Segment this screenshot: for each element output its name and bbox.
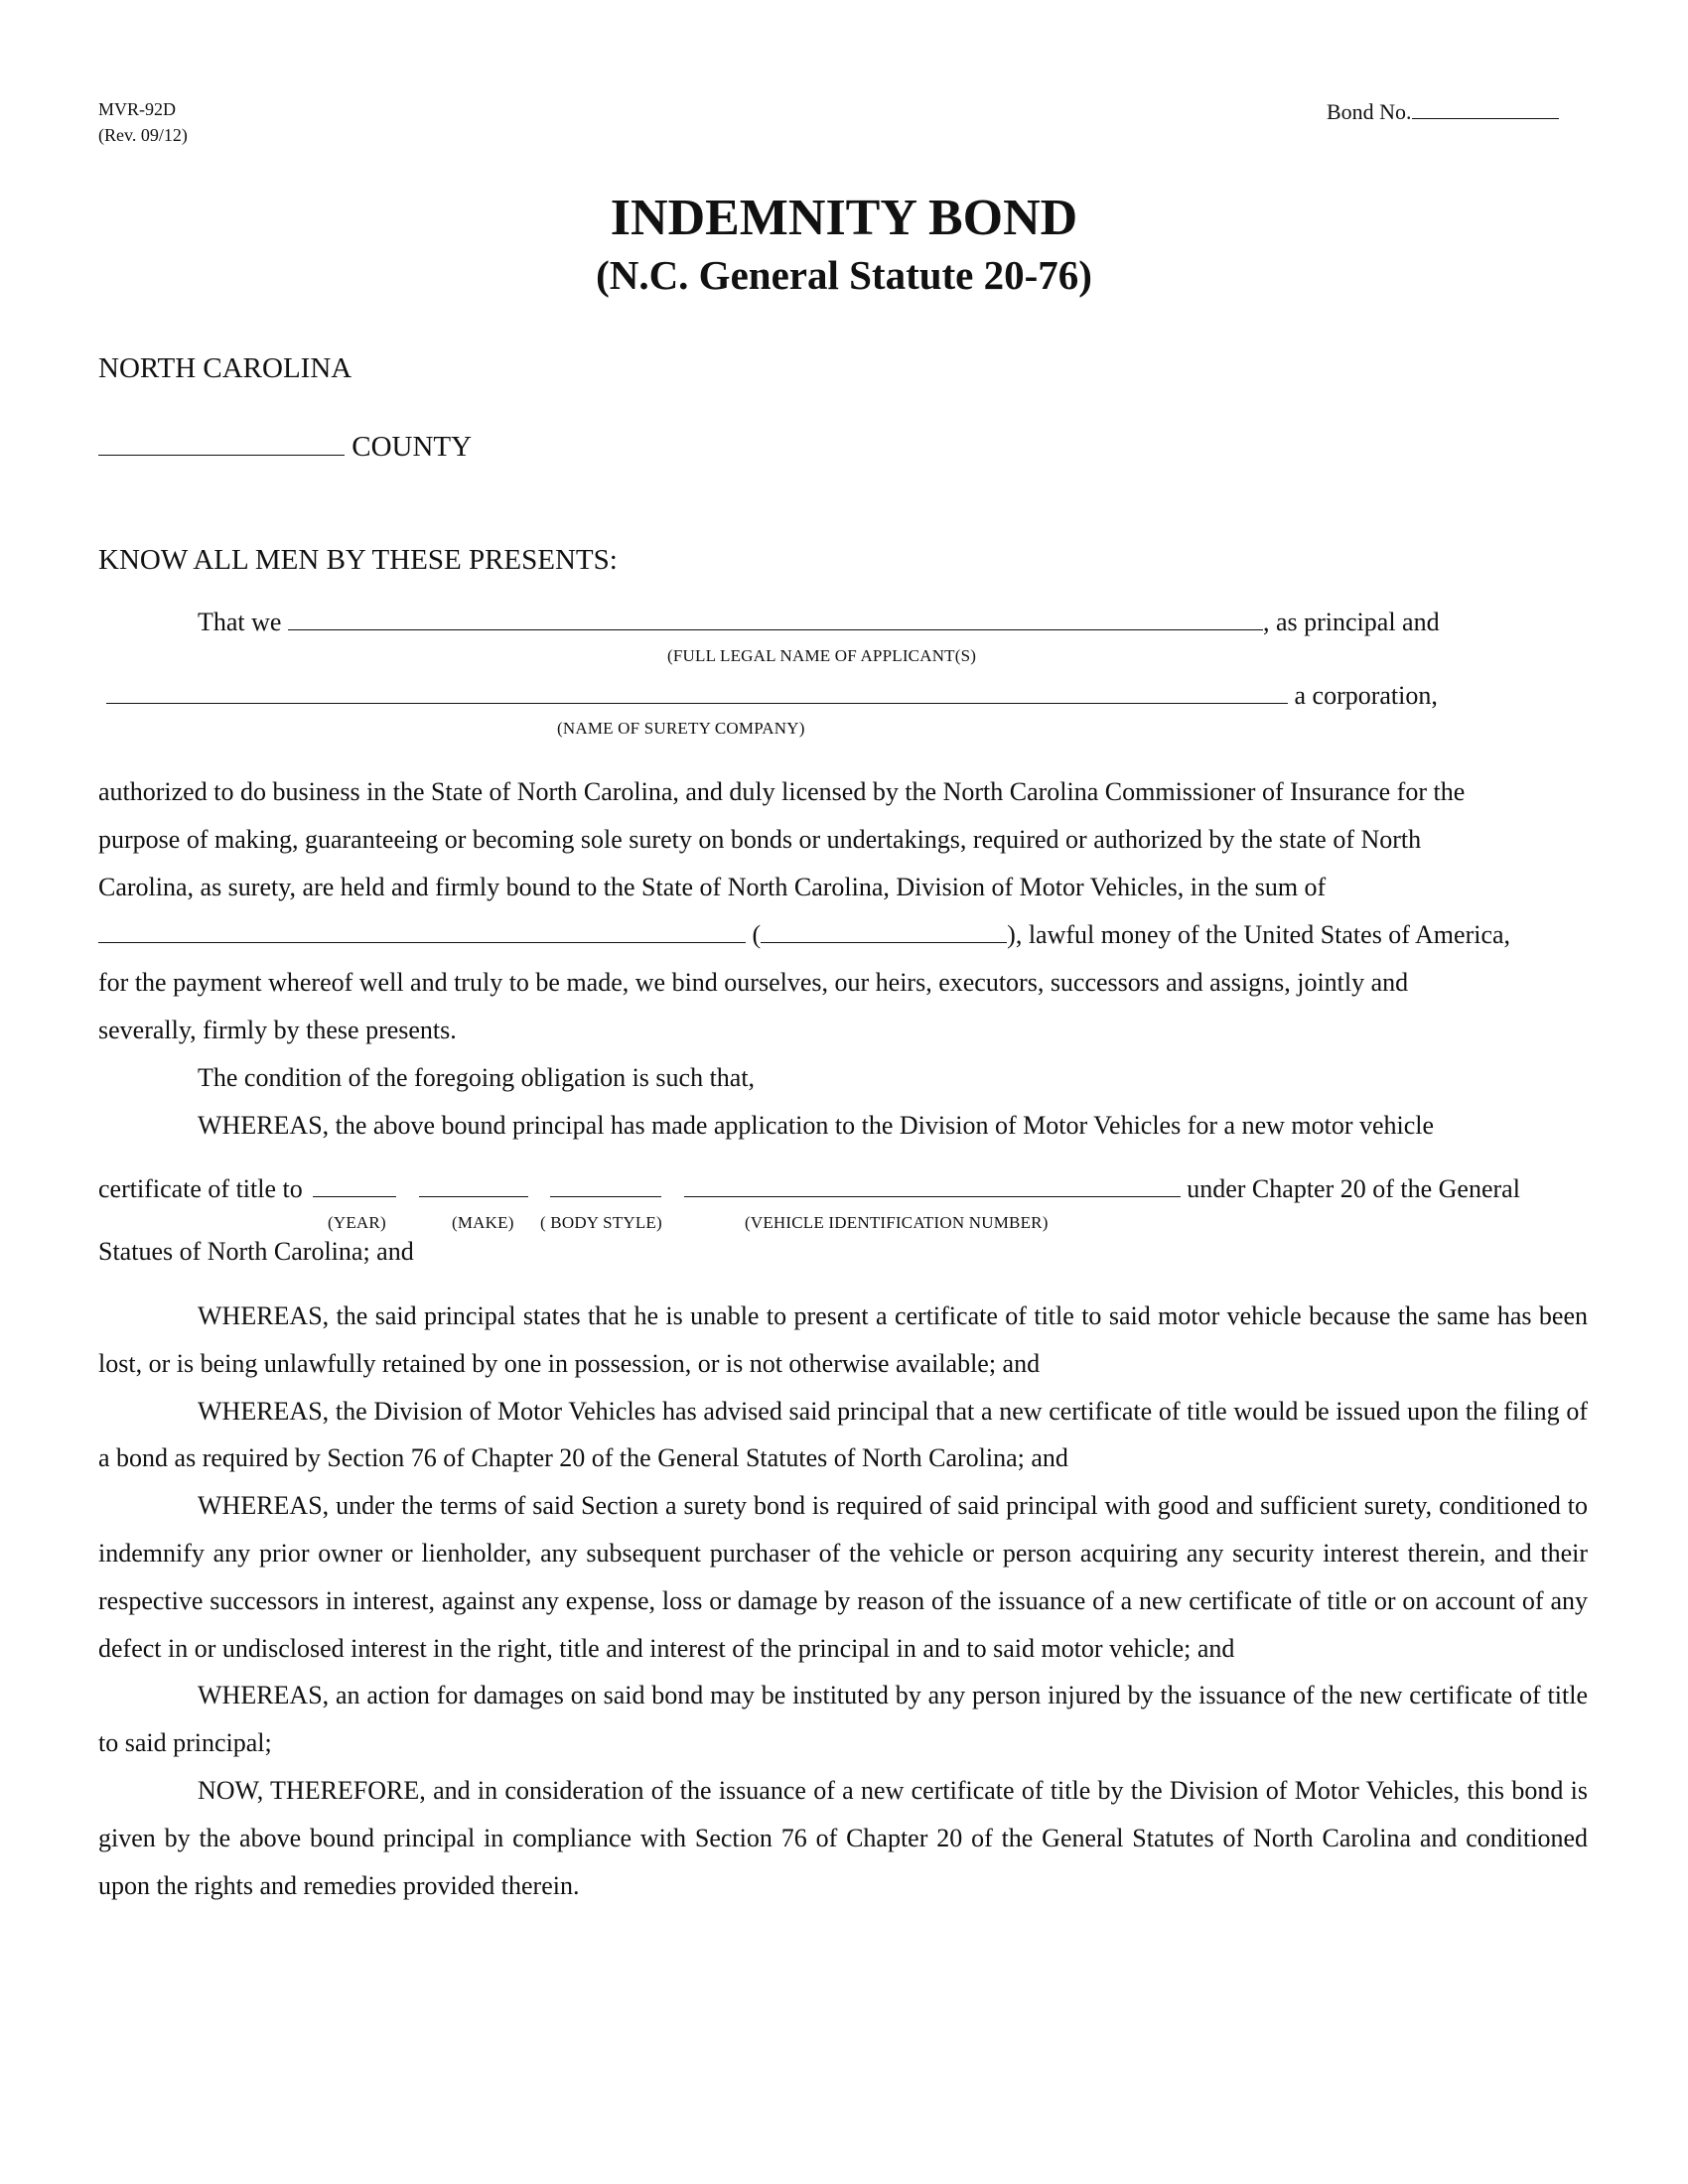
p1-line-3: Carolina, as surety, are held and firmly bound to the State of North Carolina, Division of Motor Vehicles, in the sum of <box>98 873 1327 901</box>
vin-field[interactable] <box>684 1174 1181 1197</box>
sum-open-paren: ( <box>752 920 762 949</box>
p2-line-2: severally, firmly by these presents. <box>98 1016 457 1044</box>
p1-line-2: purpose of making, guaranteeing or becoming sole surety on bonds or undertakings, required or authorized by the state of North <box>98 825 1422 854</box>
year-caption: (YEAR) <box>328 1213 386 1232</box>
now-therefore: NOW, THEREFORE, and in consideration of the issuance of a new certificate of title by the Division of Motor Vehicles, this bond is given by the above bound principal in compliance with Section 76 of Chapter 20 of the General Statutes of North Carolina and conditioned upon the rights and remedies provided therein. <box>98 1775 1588 1900</box>
applicant-caption: (FULL LEGAL NAME OF APPLICANT(S) <box>667 646 977 665</box>
bond-number-row <box>1327 96 1559 124</box>
surety-name-field[interactable] <box>106 681 1288 704</box>
make-caption: (MAKE) <box>452 1213 514 1232</box>
a-corporation-text: a corporation, <box>1294 681 1438 710</box>
whereas-surety-required: WHEREAS, under the terms of said Section a surety bond is required of said principal with good and sufficient surety, conditioned to indemnify any prior owner or lienholder, any subsequent purchaser of the vehicle or person acquiring any security interest therein, and their respective successors in interest, against any expense, loss or damage by reason of the issuance of a new certificate of title or on account of any defect in or undisclosed interest in the right, title and interest of the principal in and to said motor vehicle; and <box>98 1491 1588 1663</box>
whereas-dmv-advised: WHEREAS, the Division of Motor Vehicles has advised said principal that a new certificate of title would be issued upon the filing of a bond as required by Section 76 of Chapter 20 of the General Statutes of North Carolina; and <box>98 1396 1588 1473</box>
know-all-heading: KNOW ALL MEN BY THESE PRESENTS: <box>98 544 618 576</box>
bond-sum-figures-field[interactable] <box>761 920 1007 943</box>
applicant-name-field[interactable] <box>288 608 1263 630</box>
bond-number-field[interactable] <box>1412 96 1559 119</box>
under-chapter-text: under Chapter 20 of the General <box>1187 1174 1520 1203</box>
statues-text: Statues of North Carolina; and <box>98 1237 414 1266</box>
whereas-action-for-damages: WHEREAS, an action for damages on said bond may be instituted by any person injured by the issuance of the new certificate of title to said principal; <box>98 1681 1588 1758</box>
cert-to-text: certificate of title to <box>98 1174 303 1203</box>
surety-row <box>106 681 1438 711</box>
bond-sum-words-field[interactable] <box>98 920 746 943</box>
vehicle-body-style-field[interactable] <box>550 1174 661 1197</box>
state-label: NORTH CAROLINA <box>98 352 352 384</box>
p2-line-1: for the payment whereof well and truly to be made, we bind ourselves, our heirs, executors, successors and assigns, jointly and <box>98 968 1409 997</box>
vehicle-row <box>98 1174 1520 1204</box>
vehicle-make-field[interactable] <box>419 1174 528 1197</box>
whereas-paragraphs <box>98 1293 1588 1909</box>
form-revision: (Rev. 09/12) <box>98 125 188 145</box>
form-subtitle: (N.C. General Statute 20-76) <box>596 252 1092 298</box>
county-label: COUNTY <box>352 431 473 463</box>
form-number: MVR-92D <box>98 99 177 119</box>
whereas-unable-to-present: WHEREAS, the said principal states that he is unable to present a certificate of title to said motor vehicle because the same has been lost, or is being unlawfully retained by one in possession, or is not otherwise available; and <box>98 1301 1588 1378</box>
bond-sum-row <box>98 920 1510 950</box>
that-we-text: That we <box>198 608 282 636</box>
vin-caption: (VEHICLE IDENTIFICATION NUMBER) <box>745 1213 1049 1232</box>
body-style-caption: ( BODY STYLE) <box>540 1213 662 1232</box>
as-principal-text: , as principal and <box>1262 608 1440 636</box>
p1-line-1: authorized to do business in the State of North Carolina, and duly licensed by the North Carolina Commissioner of Insurance for the <box>98 777 1466 806</box>
vehicle-year-field[interactable] <box>313 1174 396 1197</box>
form-title: INDEMNITY BOND <box>610 190 1078 246</box>
county-row <box>98 429 472 464</box>
surety-caption: (NAME OF SURETY COMPANY) <box>557 719 805 738</box>
bond-number-label: Bond No. <box>1327 99 1412 124</box>
whereas-application: WHEREAS, the above bound principal has made application to the Division of Motor Vehicles for a new motor vehicle <box>198 1111 1435 1140</box>
county-field[interactable] <box>98 429 345 456</box>
condition-text: The condition of the foregoing obligation is such that, <box>198 1063 756 1092</box>
sum-close-text: ), lawful money of the United States of America, <box>1007 920 1511 949</box>
principal-row <box>198 608 1440 637</box>
